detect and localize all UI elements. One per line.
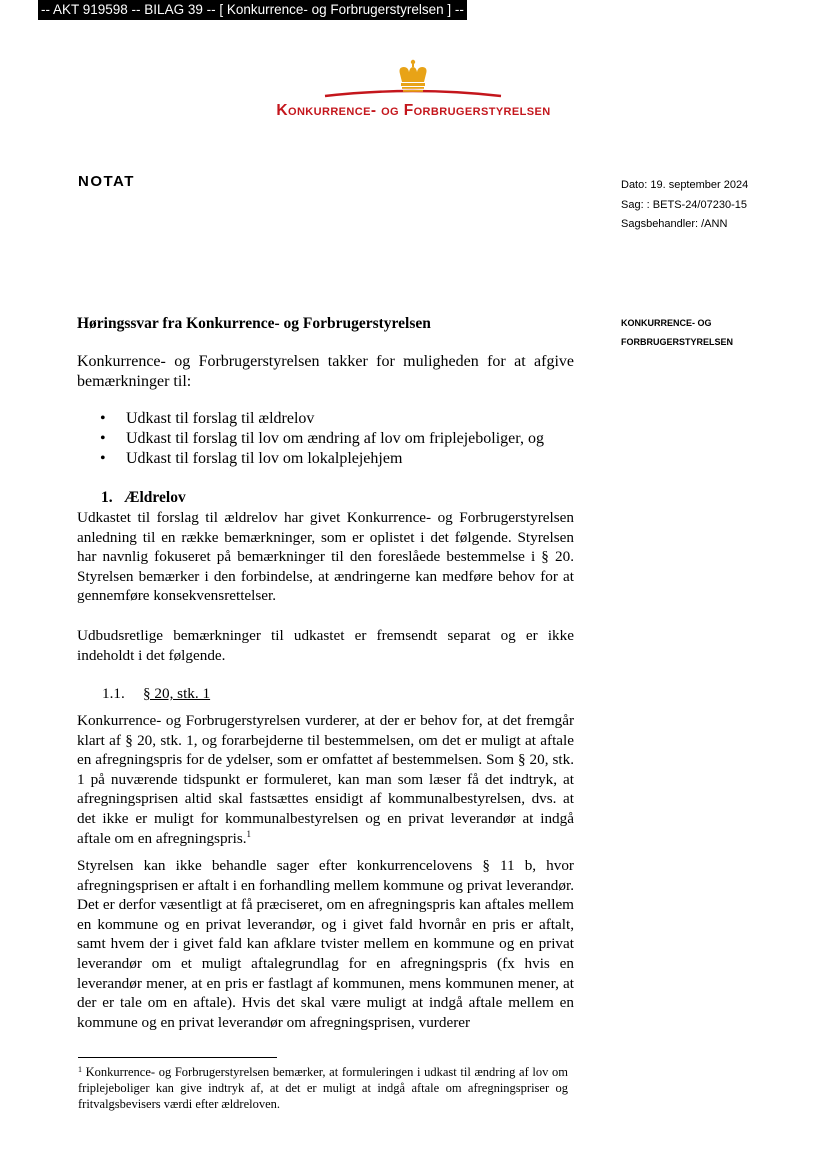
section-paragraph: Udkastet til forslag til ældrelov har givet Konkurrence- og Forbrugerstyrelsen anledning til en række bemærkninger, som er oplistet i det følgende. Styrelsen har navnlig fokuseret på bemærkninger til den foreslåede bestemmelse i § 20. Styrelsen bemærker i den forbindelse, at ændringerne kan medføre behov for at gennemføre konsekvensrettelser.: [77, 509, 574, 605]
subsection-paragraph: Styrelsen kan ikke behandle sager efter konkurrencelovens § 11 b, hvor afregningsprisen er aftalt i en forhandling mellem kommune og privat leverandør. Det er derfor væsentligt at få præciseret, om en afregningspris kan aftales mellem en kommune og en privat leverandør, og i givet fald hvornår en pris er aftalt, samt hvem der i givet fald kan afklare tvister mellem en kommune og en privat leverandør om et muligt aftalegrundlag for en afregningspris (fx hvis en leverandør mener, at en pris er fastlagt af kommunen, mens kommunen mener, at der er tale om en aftale). Hvis det skal være muligt at indgå aftale mellem en kommune og en privat leverandør om afregningsprisen, vurderer: [77, 857, 574, 1031]
section-number: 1.: [101, 489, 113, 506]
subsection-heading: [102, 684, 210, 704]
sidebar-org-line2: FORBRUGERSTYRELSEN: [621, 337, 734, 347]
logo-wordmark: Konkurrence- og Forbrugerstyrelsen: [276, 102, 551, 119]
subsection-title: § 20, stk. 1: [143, 685, 211, 702]
agency-logo: [0, 52, 827, 132]
crown-icon: [400, 60, 427, 92]
intro-paragraph: Konkurrence- og Forbrugerstyrelsen takker for muligheden for at afgive bemærkninger til:: [77, 353, 574, 390]
subsection-number: 1.1.: [102, 685, 125, 702]
footnote-reference: 1: [246, 828, 252, 839]
footnote-text: Konkurrence- og Forbrugerstyrelsen bemærker, at formuleringen i udkast til ændring af lov om friplejeboliger kan give indtryk af, at det er muligt at indgå aftale om afregningspriser og fritvalgsbevisers værdi efter ældreloven.: [78, 1065, 569, 1111]
subsection-paragraph: [77, 711, 574, 848]
meta-handler: Sagsbehandler: /ANN: [621, 218, 728, 230]
list-item: • Udkast til forslag til lov om ændring af lov om friplejeboliger, og: [77, 429, 544, 449]
paragraph-text: Konkurrence- og Forbrugerstyrelsen vurderer, at der er behov for, at det fremgår klart af § 20, stk. 1, og forarbejderne til bestemmelsen, om det er muligt at aftale en afregningspris for de ydelser, som er omfattet af bestemmelsen. Som § 20, stk. 1 på nuværende tidspunkt er formuleret, kan man som læser få det indtryk, at afregningsprisen altid skal fastsættes ensidigt af kommunalbestyrelsen, dvs. at det ikke er muligt for kommunalbestyrelsen og en privat leverandør at indgå aftale om en afregningspris.: [77, 712, 574, 847]
footnote-number: 1: [78, 1065, 82, 1074]
footnote: [78, 1064, 568, 1112]
section-heading: [101, 488, 186, 508]
section-paragraph: Udbudsretlige bemærkninger til udkastet er fremsendt separat og er ikke indeholdt i det følgende.: [77, 627, 574, 664]
document-metadata: [621, 176, 748, 235]
document-stamp: -- AKT 919598 -- BILAG 39 -- [ Konkurrence- og Forbrugerstyrelsen ] --: [38, 0, 467, 20]
document-title: Høringssvar fra Konkurrence- og Forbrugerstyrelsen: [77, 315, 431, 332]
list-item: • Udkast til forslag til lov om lokalplejehjem: [77, 449, 544, 469]
document-type: NOTAT: [78, 173, 135, 190]
section-title: Ældrelov: [124, 489, 186, 506]
footnote-divider: [78, 1057, 277, 1058]
sidebar-organization: [621, 314, 733, 352]
logo-graphic: [0, 52, 827, 102]
meta-date: Dato: 19. september 2024: [621, 179, 749, 191]
list-item: • Udkast til forslag til ældrelov: [77, 409, 544, 429]
meta-case: Sag: : BETS-24/07230-15: [621, 198, 747, 211]
sidebar-org-line1: KONKURRENCE- OG: [621, 318, 712, 328]
bullet-list: [77, 409, 544, 469]
